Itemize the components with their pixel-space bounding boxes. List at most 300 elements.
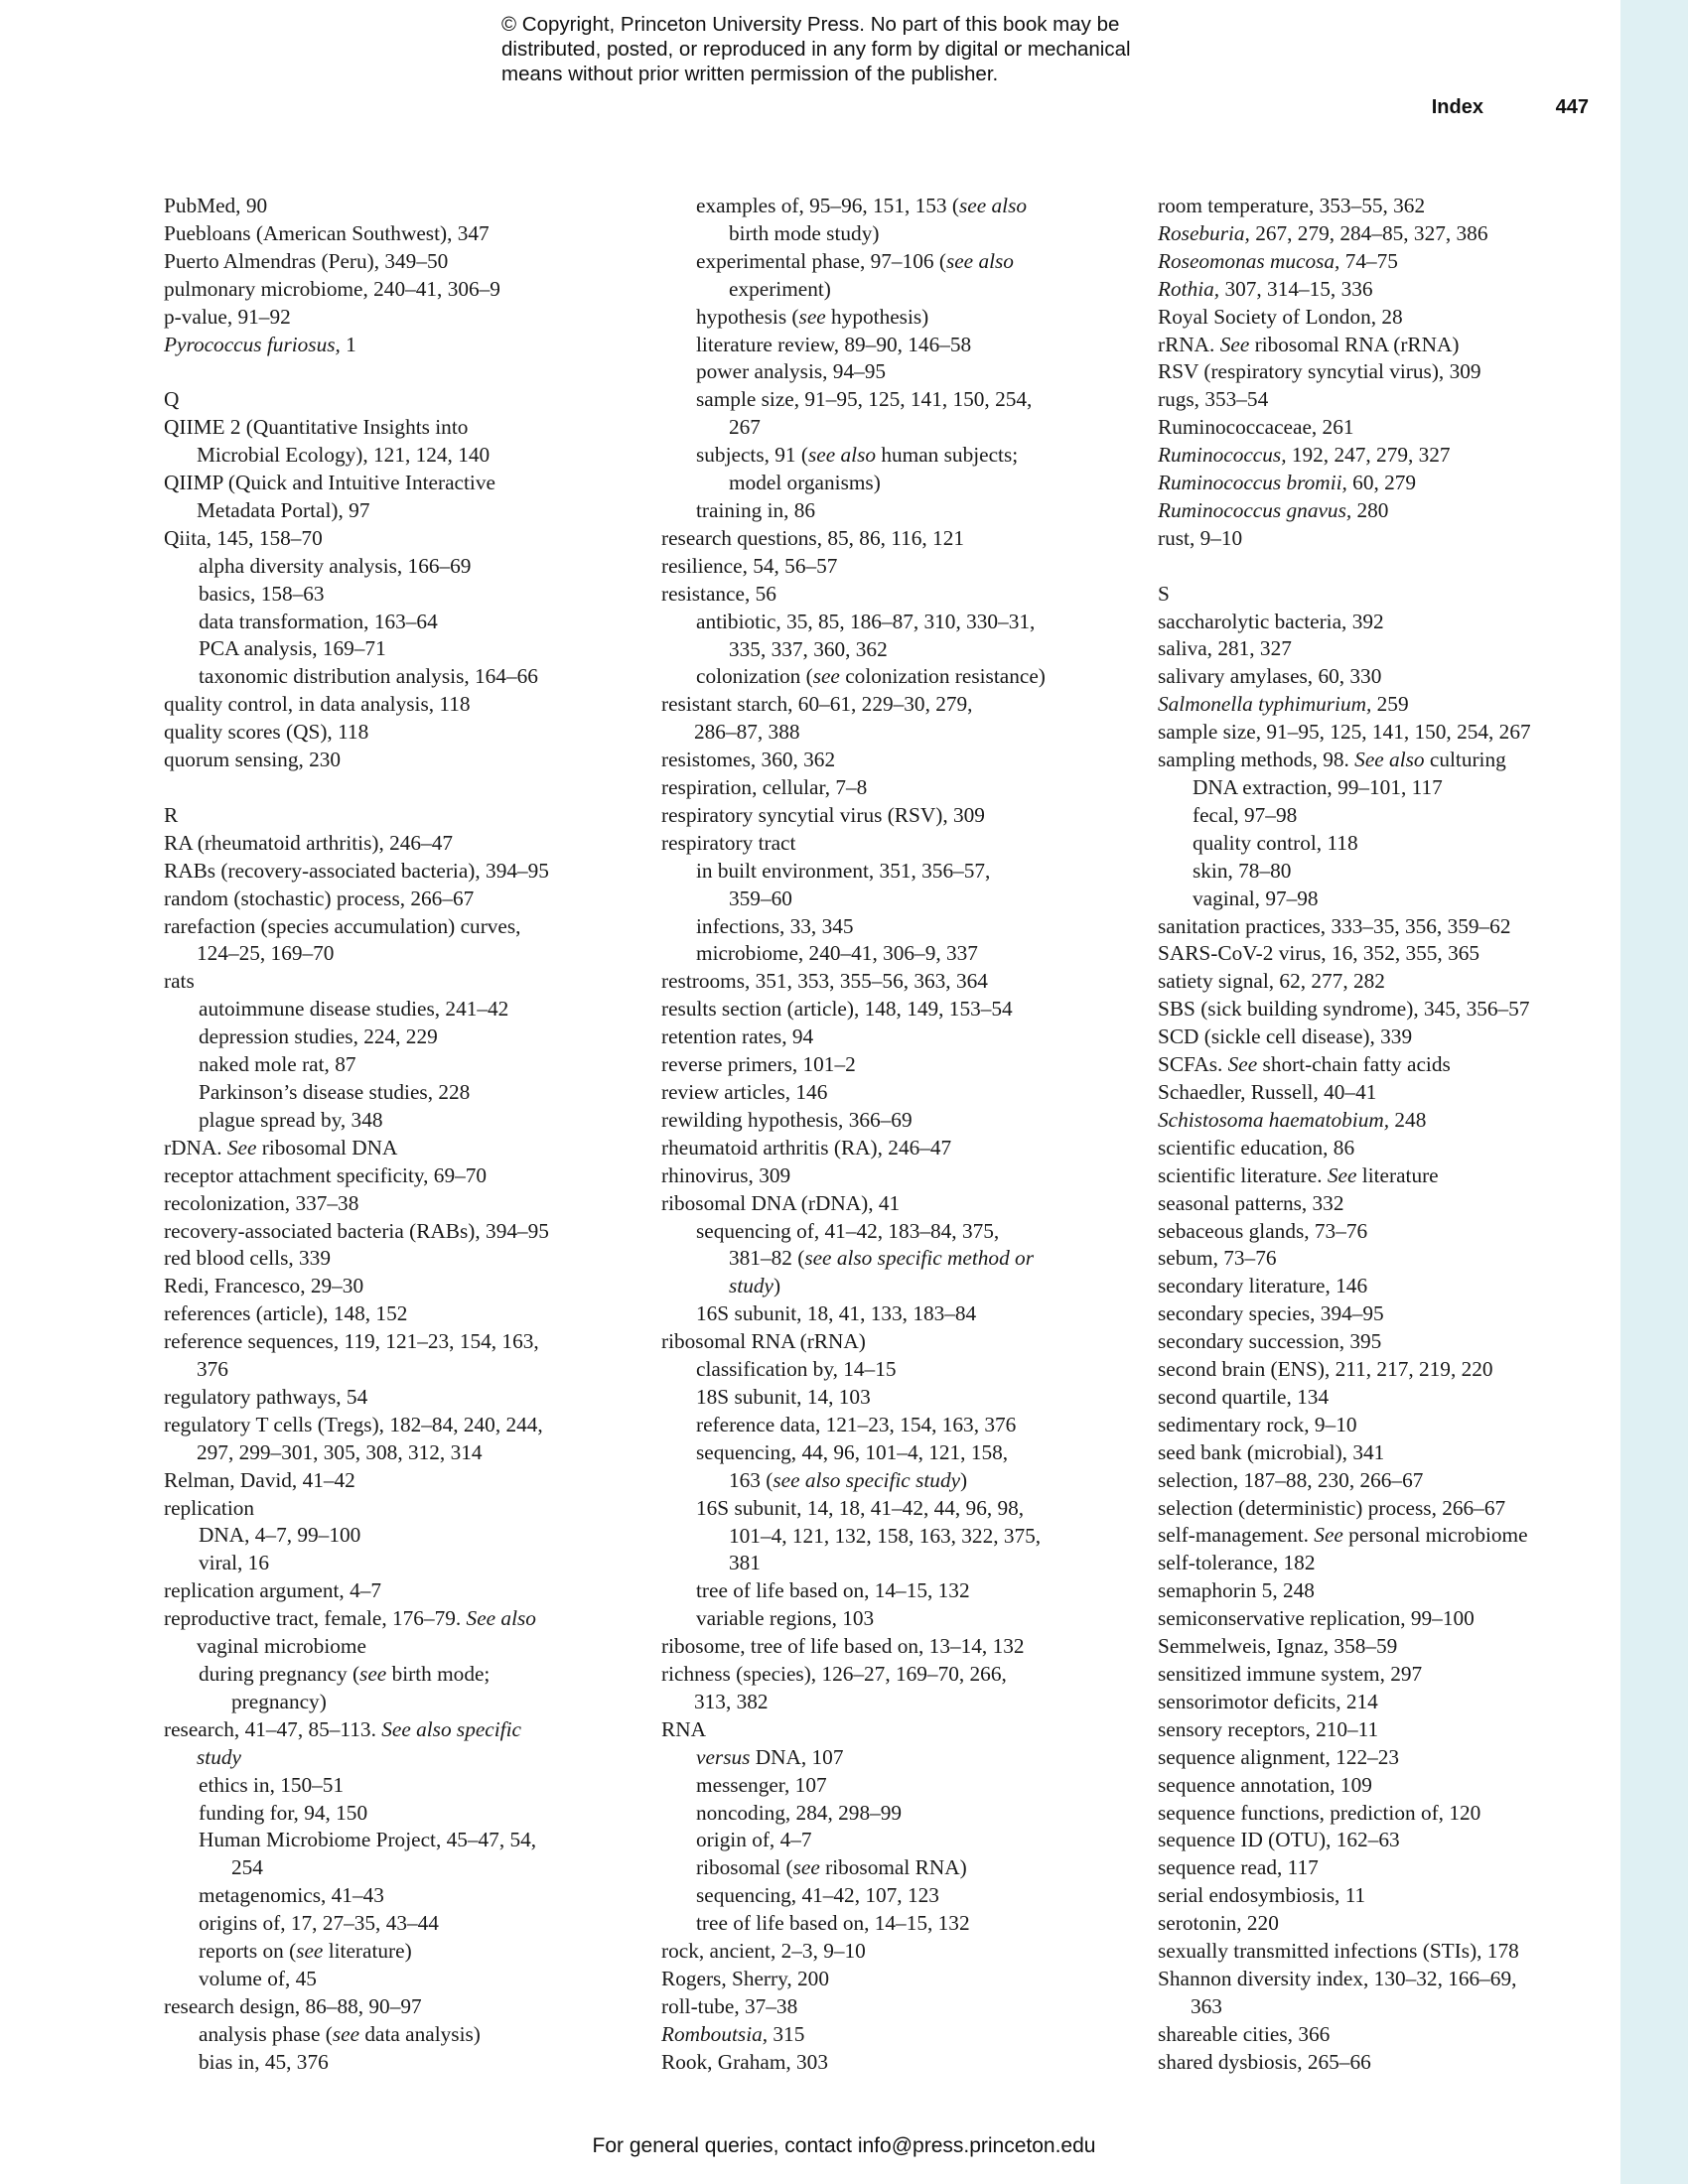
index-entry [661,747,1128,774]
index-entry-line: 335, 337, 360, 362 [729,636,888,661]
index-subentry [661,1854,1128,1882]
index-subentry [164,1910,631,1938]
index-entry [1158,193,1595,220]
index-entry-line: saliva, 281, 327 [1158,636,1292,661]
index-entry [661,1190,1128,1218]
index-entry-line: Ruminococcus bromii, 60, 279 [1158,471,1417,495]
index-entry-line: 359–60 [729,886,792,910]
copyright-notice [501,12,1256,86]
index-entry-line: examples of, 95–96, 151, 153 (see also [696,194,1028,217]
index-entry-line: sebum, 73–76 [1158,1246,1277,1271]
index-entry [1158,635,1595,663]
index-entry [1158,1079,1595,1107]
index-entry [1158,1384,1595,1412]
index-entry [661,1966,1128,1993]
index-entry [164,1495,631,1523]
index-entry [1158,1800,1595,1828]
index-entry-line: funding for, 94, 150 [199,1800,368,1825]
index-entry [1158,1854,1595,1882]
index-entry-line: in built environment, 351, 356–57, [696,858,991,883]
index-subentry [164,1107,631,1135]
index-entry-line: shared dysbiosis, 265–66 [1158,2049,1371,2074]
index-entry [164,525,631,553]
index-entry-line: semiconservative replication, 99–100 [1158,1606,1475,1631]
index-entry-line: RA (rheumatoid arthritis), 246–47 [164,830,454,855]
index-subentry [661,858,1128,913]
index-entry-line: quality scores (QS), 118 [164,720,369,745]
index-entry-line: rewilding hypothesis, 366–69 [661,1107,913,1132]
index-entry [1158,1190,1595,1218]
index-entry-line: scientific literature. See literature [1158,1162,1439,1187]
index-entry-line: versus DNA, 107 [696,1744,844,1769]
index-entry-line: origin of, 4–7 [696,1828,812,1852]
index-entry-line: reference data, 121–23, 154, 163, 376 [696,1412,1017,1436]
index-entry [164,1716,631,1772]
index-entry [661,802,1128,830]
index-entry [1158,1577,1595,1605]
index-entry-line: serial endosymbiosis, 11 [1158,1883,1366,1908]
index-entry-line: noncoding, 284, 298–99 [696,1800,903,1825]
index-entry-line: self-management. See personal microbiome [1158,1523,1528,1548]
index-entry [164,1218,631,1246]
index-subentry [164,635,631,663]
index-entry-line: 363 [1191,1993,1222,2018]
index-entry [1158,386,1595,414]
index-entry [661,1135,1128,1162]
index-entry [1158,719,1595,747]
index-entry-line: sedimentary rock, 9–10 [1158,1412,1357,1436]
index-entry-line: rarefaction (species accumulation) curves, [164,913,521,938]
index-entry [1158,1882,1595,1910]
index-subentry [164,553,631,581]
index-entry-line: bias in, 45, 376 [199,2049,329,2074]
index-subentry [164,1661,631,1716]
index-entry-line: Schistosoma haematobium, 248 [1158,1107,1427,1132]
index-entry-line: satiety signal, 62, 277, 282 [1158,969,1385,994]
index-entry-line: Human Microbiome Project, 45–47, 54, [199,1828,537,1852]
index-subentry [661,1577,1128,1605]
page-edge-band [1620,0,1688,2184]
index-entry [1158,663,1595,691]
index-section-letter: R [164,802,179,827]
index-entry-line: red blood cells, 339 [164,1246,331,1271]
index-entry-line: pulmonary microbiome, 240–41, 306–9 [164,276,500,301]
index-entry-line: review articles, 146 [661,1080,828,1104]
index-entry [1158,1827,1595,1854]
index-entry-line: restrooms, 351, 353, 355–56, 363, 364 [661,969,988,994]
running-head [1291,96,1589,126]
index-entry-line: PCA analysis, 169–71 [199,636,386,661]
index-entry-line: SCFAs. See short-chain fatty acids [1158,1052,1451,1077]
index-entry [164,1577,631,1605]
index-entry-line: QIIME 2 (Quantitative Insights into [164,415,469,440]
index-entry [1158,1910,1595,1938]
index-entry [164,886,631,913]
index-subentry [661,1910,1128,1938]
copyright-line: means without prior written permission of the publisher. [501,63,999,85]
index-entry-line: experiment) [729,276,831,301]
index-entry [1158,747,1595,774]
index-entry-line: Puebloans (American Southwest), 347 [164,220,490,245]
index-entry [1158,497,1595,525]
index-entry-line: vaginal, 97–98 [1193,886,1319,910]
index-entry-line: respiratory tract [661,830,796,855]
index-entry [1158,2049,1595,2077]
index-subentry [661,1744,1128,1772]
index-entry-line: variable regions, 103 [696,1606,875,1631]
index-entry-line: PubMed, 90 [164,194,268,217]
index-entry-line: Roseomonas mucosa, 74–75 [1158,248,1398,273]
index-subentry [661,1218,1128,1301]
index-entry [661,996,1128,1024]
index-entry-line: depression studies, 224, 229 [199,1024,438,1049]
index-entry-line: sebaceous glands, 73–76 [1158,1218,1368,1243]
index-entry [164,248,631,276]
index-entry [1158,1051,1595,1079]
index-entry [661,581,1128,609]
index-subentry [164,1550,631,1577]
index-entry [1158,470,1595,497]
index-subentry [661,497,1128,525]
index-entry-line: taxonomic distribution analysis, 164–66 [199,664,538,689]
index-entry-line: Ruminococcus gnavus, 280 [1158,497,1389,522]
index-entry-line: DNA, 4–7, 99–100 [199,1523,361,1548]
index-entry [1158,332,1595,359]
index-entry [1158,913,1595,941]
index-entry [1158,1412,1595,1439]
index-entry [164,1412,631,1467]
index-entry-line: RSV (respiratory syncytial virus), 309 [1158,359,1481,384]
index-entry-line: classification by, 14–15 [696,1357,897,1382]
index-subentry [164,1051,631,1079]
index-entry-line: autoimmune disease studies, 241–42 [199,997,509,1022]
index-entry [1158,609,1595,636]
index-entry-line: references (article), 148, 152 [164,1301,408,1326]
index-entry-line: quorum sensing, 230 [164,748,342,772]
index-subentry [661,442,1128,497]
index-entry-line: RABs (recovery-associated bacteria), 394–95 [164,858,549,883]
index-entry-line: p-value, 91–92 [164,304,291,329]
index-subentry [164,1800,631,1828]
footer-contact: For general queries, contact info@press.princeton.edu [592,2134,1096,2157]
index-entry [1158,304,1595,332]
index-entry-line: power analysis, 94–95 [696,359,887,384]
index-entry-line: rust, 9–10 [1158,525,1243,550]
index-entry [661,1716,1128,1744]
index-entry [1158,1605,1595,1633]
index-entry-line: seed bank (microbial), 341 [1158,1439,1385,1464]
index-entry [661,1107,1128,1135]
index-entry [661,1051,1128,1079]
index-entry-line: metagenomics, 41–43 [199,1883,384,1908]
index-entry-line: SBS (sick building syndrome), 345, 356–57 [1158,997,1530,1022]
index-column-3 [1158,193,1595,2077]
copyright-line: distributed, posted, or reproduced in any form by digital or mechanical [501,38,1131,61]
index-subentry [661,304,1128,332]
index-entry-line: Rook, Graham, 303 [661,2049,828,2074]
index-subentry [661,1439,1128,1495]
index-entry-line: rDNA. See ribosomal DNA [164,1135,398,1160]
index-entry-line: 254 [231,1855,263,1880]
index-entry-line: ethics in, 150–51 [199,1772,345,1797]
index-entry-line: resistomes, 360, 362 [661,748,836,772]
index-entry [1158,691,1595,719]
index-entry-line: reference sequences, 119, 121–23, 154, 163, [164,1329,539,1354]
index-entry [661,1162,1128,1190]
index-entry [164,858,631,886]
index-entry-line: shareable cities, 366 [1158,2021,1331,2046]
index-subentry [661,248,1128,304]
index-entry-line: rugs, 353–54 [1158,387,1269,412]
index-entry-line: resistant starch, 60–61, 229–30, 279, [661,692,973,717]
index-subentry [1158,802,1595,830]
index-entry-line: secondary literature, 146 [1158,1274,1368,1298]
index-entry-line: Shannon diversity index, 130–32, 166–69, [1158,1966,1517,1990]
index-entry-line: volume of, 45 [199,1966,317,1990]
index-entry [1158,1162,1595,1190]
index-entry-line: Relman, David, 41–42 [164,1467,355,1492]
index-entry [1158,358,1595,386]
index-entry [661,1079,1128,1107]
index-entry-line: regulatory T cells (Tregs), 182–84, 240, 244, [164,1412,543,1436]
index-entry [1158,1744,1595,1772]
index-entry-line: 267 [729,415,761,440]
index-subentry [164,1772,631,1800]
index-entry [661,525,1128,553]
index-subentry [164,663,631,691]
index-entry [164,332,631,359]
index-subentry [164,609,631,636]
index-entry-line: secondary species, 394–95 [1158,1301,1384,1326]
index-entry [164,913,631,969]
index-entry [164,276,631,304]
index-entry [1158,1300,1595,1328]
index-entry-line: self-tolerance, 182 [1158,1551,1316,1575]
index-entry-line: subjects, 91 (see also human subjects; [696,443,1019,468]
index-entry-line: sequence read, 117 [1158,1855,1319,1880]
index-entry-line: 286–87, 388 [694,720,800,745]
index-entry-line: SARS-CoV-2 virus, 16, 352, 355, 365 [1158,941,1480,966]
index-entry-line: salivary amylases, 60, 330 [1158,664,1382,689]
index-entry-line: Pyrococcus furiosus, 1 [164,332,356,356]
index-entry [1158,1633,1595,1661]
index-entry-line: Rogers, Sherry, 200 [661,1967,829,1990]
index-entry-line: ribosome, tree of life based on, 13–14, 132 [661,1634,1025,1659]
index-entry [1158,1024,1595,1051]
index-subentry [661,1356,1128,1384]
index-entry-line: RNA [661,1716,706,1741]
index-entry-line: vaginal microbiome [197,1634,366,1659]
index-entry-line: antibiotic, 35, 85, 186–87, 310, 330–31, [696,609,1036,633]
index-subentry [661,609,1128,664]
index-entry [1158,276,1595,304]
index-entry-line: Roseburia, 267, 279, 284–85, 327, 386 [1158,220,1488,245]
index-entry-line: alpha diversity analysis, 166–69 [199,553,472,578]
index-entry [1158,525,1595,553]
index-entry-line: Ruminococcaceae, 261 [1158,415,1354,440]
index-section-letter: Q [164,387,180,412]
index-entry [1158,248,1595,276]
section-spacer [164,358,631,386]
index-entry [164,1467,631,1495]
index-entry-line: Puerto Almendras (Peru), 349–50 [164,248,449,273]
index-entry-line: messenger, 107 [696,1772,827,1797]
index-entry [1158,1495,1595,1523]
index-entry [164,691,631,719]
index-column-2 [661,193,1128,2077]
index-entry-line: random (stochastic) process, 266–67 [164,886,475,910]
index-entry [164,1993,631,2021]
index-subentry [164,1024,631,1051]
index-entry-line: quality control, in data analysis, 118 [164,692,471,717]
index-subentry [164,581,631,609]
index-subentry [661,1605,1128,1633]
running-head-label: Index [1431,96,1483,118]
index-entry-line: rock, ancient, 2–3, 9–10 [661,1939,866,1964]
index-entry [164,220,631,248]
index-entry-line: model organisms) [729,471,881,495]
index-subentry [164,996,631,1024]
index-entry-line: plague spread by, 348 [199,1107,383,1132]
index-subentry [661,1384,1128,1412]
index-entry-line: Parkinson’s disease studies, 228 [199,1079,471,1104]
index-entry-line: sensitized immune system, 297 [1158,1662,1423,1687]
index-entry [1158,996,1595,1024]
index-entry-line: 381–82 (see also specific method or [729,1246,1034,1271]
index-entry-line: microbiome, 240–41, 306–9, 337 [696,941,978,966]
index-entry-line: research, 41–47, 85–113. See also specific [164,1716,521,1741]
index-entry-line: rhinovirus, 309 [661,1162,791,1187]
index-entry-line: 381 [729,1551,761,1575]
index-entry [1158,1356,1595,1384]
index-entry-line: sequence functions, prediction of, 120 [1158,1800,1481,1825]
index-entry-line: receptor attachment specificity, 69–70 [164,1162,488,1187]
index-entry-line: research design, 86–88, 90–97 [164,1993,422,2018]
index-entry [1158,442,1595,470]
index-entry [1158,1689,1595,1716]
index-entry-line: selection, 187–88, 230, 266–67 [1158,1467,1424,1492]
index-entry [164,470,631,525]
index-entry [164,193,631,220]
index-entry-line: 124–25, 169–70 [197,941,335,966]
index-subentry [661,913,1128,941]
index-entry-line: Royal Society of London, 28 [1158,304,1403,329]
index-subentry [661,332,1128,359]
index-entry [661,1661,1128,1716]
index-entry-line: DNA extraction, 99–101, 117 [1193,775,1443,800]
index-entry [164,1605,631,1661]
index-entry-line: sequence annotation, 109 [1158,1772,1372,1797]
index-entry-line: sexually transmitted infections (STIs), 178 [1158,1939,1519,1964]
index-entry-line: Redi, Francesco, 29–30 [164,1274,364,1298]
index-entry [661,1938,1128,1966]
index-entry [164,1384,631,1412]
index-entry-line: origins of, 17, 27–35, 43–44 [199,1911,439,1936]
index-entry [1158,1328,1595,1356]
index-entry [1158,414,1595,442]
index-entry-line: sensorimotor deficits, 214 [1158,1689,1378,1713]
index-entry [1158,1550,1595,1577]
index-entry-line: 16S subunit, 18, 41, 133, 183–84 [696,1301,977,1326]
index-entry-line: 163 (see also specific study) [729,1467,968,1492]
index-entry-line: birth mode study) [729,220,880,245]
index-entry-line: seasonal patterns, 332 [1158,1190,1344,1215]
index-entry-line: richness (species), 126–27, 169–70, 266, [661,1662,1007,1687]
index-entry [1158,220,1595,248]
index-entry-line: sanitation practices, 333–35, 356, 359–62 [1158,913,1511,938]
index-entry-line: Qiita, 145, 158–70 [164,525,323,550]
index-entry-line: sample size, 91–95, 125, 141, 150, 254, [696,387,1033,412]
index-entry [661,830,1128,858]
index-subentry [164,2049,631,2077]
index-entry [164,719,631,747]
index-entry-line: rheumatoid arthritis (RA), 246–47 [661,1135,952,1160]
index-entry-line: resistance, 56 [661,581,776,606]
index-subentry [661,1495,1128,1578]
index-entry-line: serotonin, 220 [1158,1911,1279,1936]
index-entry [1158,1467,1595,1495]
index-entry-line: Microbial Ecology), 121, 124, 140 [197,443,491,468]
index-entry [661,968,1128,996]
index-entry-line: retention rates, 94 [661,1024,814,1049]
index-entry-line: resilience, 54, 56–57 [661,553,838,578]
index-subentry [164,1882,631,1910]
index-entry-line: scientific education, 86 [1158,1135,1355,1160]
index-entry-line: sequence alignment, 122–23 [1158,1744,1400,1769]
index-entry [164,1328,631,1384]
index-entry-line: research questions, 85, 86, 116, 121 [661,525,964,550]
index-subentry [661,358,1128,386]
index-entry-line: sequencing, 41–42, 107, 123 [696,1883,939,1908]
index-entry [164,1190,631,1218]
index-entry-line: SCD (sickle cell disease), 339 [1158,1024,1413,1049]
index-entry-line: rats [164,969,195,994]
index-entry-line: sensory receptors, 210–11 [1158,1716,1379,1741]
index-entry-line: quality control, 118 [1193,830,1358,855]
index-entry [1158,1273,1595,1300]
index-entry-line: hypothesis (see hypothesis) [696,304,929,329]
index-entry-line: during pregnancy (see birth mode; [199,1662,491,1686]
index-subentry [661,1300,1128,1328]
index-entry-line: rRNA. See ribosomal RNA (rRNA) [1158,332,1460,356]
index-entry [661,2049,1128,2077]
index-entry-line: recovery-associated bacteria (RABs), 394–95 [164,1218,549,1243]
index-entry [1158,1661,1595,1689]
index-entry-line: 297, 299–301, 305, 308, 312, 314 [197,1439,483,1464]
index-entry [164,1135,631,1162]
index-entry-line: pregnancy) [231,1689,327,1713]
index-subentry [164,1966,631,1993]
index-subentry [1158,774,1595,802]
index-entry-line: tree of life based on, 14–15, 132 [696,1911,970,1936]
index-entry-line: second brain (ENS), 211, 217, 219, 220 [1158,1357,1493,1382]
index-entry-line: room temperature, 353–55, 362 [1158,194,1426,217]
index-entry-line: secondary succession, 395 [1158,1329,1382,1354]
index-entry-line: ribosomal RNA (rRNA) [661,1329,866,1354]
index-entry [164,1245,631,1273]
index-entry [1158,1966,1595,2021]
index-entry-line: Semmelweis, Ignaz, 358–59 [1158,1634,1398,1659]
index-subentry [164,1827,631,1882]
page-number: 447 [1555,96,1589,118]
index-subentry [164,2021,631,2049]
index-entry-line: sequence ID (OTU), 162–63 [1158,1828,1400,1852]
index-entry [1158,1772,1595,1800]
index-entry-line: Schaedler, Russell, 40–41 [1158,1079,1377,1104]
index-entry-line: reproductive tract, female, 176–79. See also [164,1606,536,1631]
index-entry-line: sample size, 91–95, 125, 141, 150, 254, 267 [1158,720,1531,745]
index-subentry [661,1827,1128,1854]
